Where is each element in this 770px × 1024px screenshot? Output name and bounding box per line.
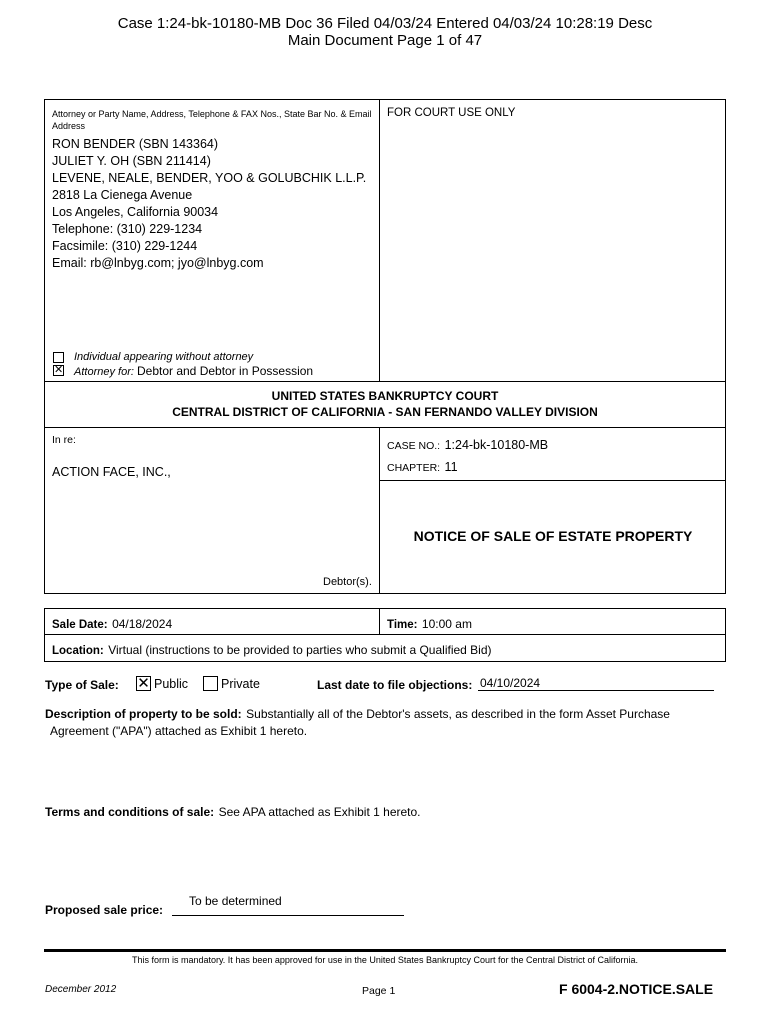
objections-label: Last date to file objections:	[317, 678, 473, 692]
description-label: Description of property to be sold:	[45, 707, 242, 721]
description-line1: Substantially all of the Debtor's assets, as described in the form Asset Purchase	[246, 707, 670, 721]
attorney-line: JULIET Y. OH (SBN 211414)	[52, 154, 211, 168]
sale-time-value: 10:00 am	[421, 617, 472, 631]
attorney-line: LEVENE, NEALE, BENDER, YOO & GOLUBCHIK L.L.P.	[52, 171, 367, 185]
case-header-line1: Case 1:24-bk-10180-MB Doc 36 Filed 04/03/24 Entered 04/03/24 10:28:19 Desc	[117, 15, 653, 32]
terms-value: See APA attached as Exhibit 1 hereto.	[218, 805, 421, 819]
attorney-address-block	[52, 137, 366, 273]
attorney-line: Facsimile: (310) 229-1244	[52, 239, 198, 253]
sale-date-value: 04/18/2024	[112, 617, 173, 631]
footer-form-id: F 6004-2.NOTICE.SALE	[559, 981, 714, 997]
attorney-line: Los Angeles, California 90034	[52, 205, 219, 219]
in-re-label: In re:	[52, 434, 76, 446]
sale-date-row	[52, 615, 172, 633]
terms-row	[45, 803, 421, 821]
public-checkbox[interactable]: ✕	[137, 675, 150, 692]
footer-page: Page 1	[362, 985, 396, 997]
sale-date-label: Sale Date:	[52, 619, 108, 631]
court-name-line1: UNITED STATES BANKRUPTCY COURT	[271, 389, 499, 403]
chapter-value: 11	[444, 460, 458, 474]
attorney-line: 2818 La Cienega Avenue	[52, 188, 193, 202]
attorney-line: Telephone: (310) 229-1234	[52, 222, 203, 236]
description-row	[45, 705, 735, 723]
sale-location-label: Location:	[52, 645, 104, 657]
notice-title: NOTICE OF SALE OF ESTATE PROPERTY	[413, 528, 693, 544]
attorney-box-label: Attorney or Party Name, Address, Telephone & FAX Nos., State Bar No. & Email Address	[52, 109, 372, 131]
debtor-label: Debtor(s).	[323, 576, 372, 588]
case-no-label: CASE NO.:	[387, 440, 441, 452]
private-checkbox[interactable]	[203, 676, 218, 691]
court-name-line2: CENTRAL DISTRICT OF CALIFORNIA - SAN FERNANDO VALLEY DIVISION	[172, 405, 598, 419]
sale-location-value: Virtual (instructions to be provided to parties who submit a Qualified Bid)	[108, 643, 492, 657]
type-of-sale-label: Type of Sale:	[45, 678, 119, 692]
objections-date: 04/10/2024	[480, 676, 541, 690]
chapter-label: CHAPTER:	[387, 462, 441, 474]
proposed-price-value: To be determined	[189, 894, 282, 908]
attorney-for-label: Attorney for:	[74, 366, 134, 378]
private-label: Private	[221, 677, 260, 691]
case-no-value: 1:24-bk-10180-MB	[444, 438, 549, 452]
attorney-line: Email: rb@lnbyg.com; jyo@lnbyg.com	[52, 256, 264, 270]
description-line2: Agreement ("APA") attached as Exhibit 1 hereto.	[50, 724, 308, 738]
terms-label: Terms and conditions of sale:	[45, 805, 215, 819]
footer-mandatory-text: This form is mandatory. It has been approved for use in the United States Bankruptcy Court for the Central District of California.	[131, 955, 639, 965]
chapter-row	[387, 458, 458, 476]
sale-time-label: Time:	[387, 619, 418, 631]
attorney-for-row	[74, 364, 313, 378]
sale-location-row	[52, 641, 492, 659]
court-use-label: FOR COURT USE ONLY	[387, 107, 516, 119]
sale-time-row	[387, 615, 472, 633]
individual-checkbox[interactable]	[53, 352, 64, 363]
attorney-for-checkbox[interactable]: ✕	[54, 364, 64, 376]
individual-label: Individual appearing without attorney	[74, 351, 254, 363]
case-header-line2: Main Document Page 1 of 47	[287, 32, 483, 49]
case-number-row	[387, 436, 548, 454]
footer-date: December 2012	[45, 984, 117, 995]
attorney-line: RON BENDER (SBN 143364)	[52, 137, 219, 151]
proposed-price-label: Proposed sale price:	[45, 903, 164, 917]
debtor-name: ACTION FACE, INC.,	[52, 465, 171, 479]
attorney-for-value: Debtor and Debtor in Possession	[136, 364, 314, 378]
public-label: Public	[154, 677, 189, 691]
